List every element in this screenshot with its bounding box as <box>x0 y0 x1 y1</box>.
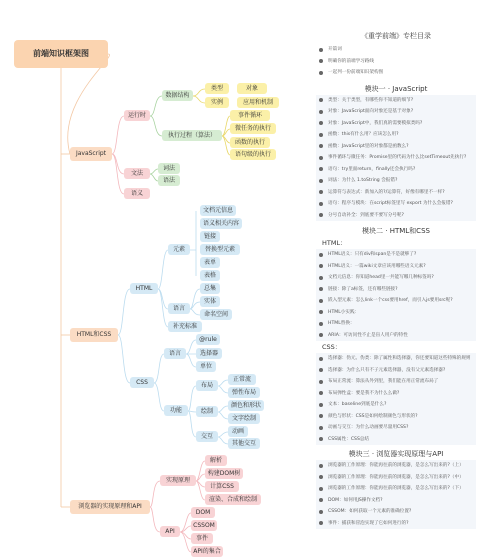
html-form-node[interactable]: 表单 <box>200 257 220 268</box>
toc-item-label: HTML小实践： <box>328 309 360 315</box>
js-datastruct-node[interactable]: 数据结构 <box>162 90 193 101</box>
root-node[interactable]: 前端知识框架图 <box>14 40 108 68</box>
js-microtask-node[interactable]: 微任务的执行 <box>230 123 276 134</box>
bullet-icon <box>319 380 323 384</box>
toc-item[interactable] <box>316 330 476 342</box>
css-feature-node[interactable]: 功能 <box>164 405 188 416</box>
toc-item-label: HTML语义：只有div和span是不是就够了? <box>328 252 417 257</box>
toc-item-label: 分号自动补全：到底要不要写分号呢? <box>328 212 404 218</box>
toc-item[interactable] <box>316 272 476 284</box>
toc-item-label: 浏览器的工作原理：你能再往前的浏览器，是怎么写出来的?（上） <box>328 463 464 468</box>
bullet-icon <box>319 498 323 502</box>
toc-item[interactable] <box>316 295 476 307</box>
bullet-icon <box>319 368 323 372</box>
toc-item-label: 文档元信息：你知道head里一共能写哪几种标签吗? <box>328 275 434 280</box>
bullet-icon <box>319 48 323 52</box>
toc-item-label: 语句：程序与模块：在script标签里写 export 为什么会报错? <box>328 201 453 206</box>
toc-item-label: 布局正常流：算法从外到里，我们能在用正常流布局了 <box>328 379 439 384</box>
js-runtime-node[interactable]: 运行时 <box>124 110 150 121</box>
toc-item[interactable] <box>316 318 476 330</box>
toc-intro-list <box>316 44 476 79</box>
browser-parse-node[interactable]: 解析 <box>205 455 227 466</box>
js-exec-node[interactable]: 执行过程（算法） <box>162 130 222 141</box>
bullet-icon <box>319 310 323 314</box>
toc-item[interactable] <box>316 210 476 222</box>
bullet-icon <box>319 475 323 479</box>
toc-item[interactable] <box>316 518 476 530</box>
toc-item-label: 选择器：为什么只有不子元素选择器，没有父元素选择器? <box>328 367 446 373</box>
toc-item-label: 语句：try里面return，finally还会执行吗? <box>328 166 416 172</box>
toc-item[interactable] <box>316 198 476 210</box>
toc-item[interactable] <box>316 95 476 107</box>
js-object-node[interactable]: 对象 <box>237 83 267 94</box>
bullet-icon <box>319 71 323 75</box>
css-interact-node[interactable]: 交互 <box>196 431 218 442</box>
toc-item-label: HTML替换： <box>328 321 355 326</box>
toc-item[interactable] <box>316 388 476 400</box>
js-lexical-node[interactable]: 词法 <box>158 163 180 174</box>
toc-item[interactable] <box>316 175 476 187</box>
js-app-mech-node[interactable]: 应用和机制 <box>237 97 279 108</box>
css-layout-node[interactable]: 布局 <box>196 380 218 391</box>
toc-item-label: 文本：baseline到底是什么? <box>328 402 387 407</box>
css-text-draw-node[interactable]: 文字绘制 <box>228 413 260 424</box>
toc-css-label: CSS： <box>322 343 342 351</box>
bullet-icon <box>319 144 323 148</box>
toc-item[interactable] <box>316 399 476 411</box>
css-animation-node[interactable]: 动画 <box>228 426 248 437</box>
bullet-icon <box>319 133 323 137</box>
toc-module2-title: 模块二 · HTML和CSS <box>362 227 430 235</box>
toc-panel <box>316 30 476 529</box>
toc-item-label: 函数：JavaScript里的对象都是函数么? <box>328 143 409 149</box>
branch-javascript[interactable]: JavaScript <box>70 147 112 161</box>
css-selector-node[interactable]: 选择器 <box>196 348 222 359</box>
browser-api-set-node[interactable]: API的集合 <box>191 546 223 557</box>
bullet-icon <box>319 110 323 114</box>
browser-render-node[interactable]: 渲染、合成和绘制 <box>205 494 261 505</box>
toc-item[interactable] <box>316 495 476 507</box>
bullet-icon <box>319 213 323 217</box>
bullet-icon <box>319 510 323 514</box>
toc-item-label: 颜色与形状：CSS是如何绘制颜色与形状的? <box>328 413 418 419</box>
toc-item[interactable] <box>316 472 476 484</box>
css-flex-node[interactable]: 弹性布局 <box>228 387 260 398</box>
bullet-icon <box>319 202 323 206</box>
browser-cssom-node[interactable]: CSSOM <box>191 520 217 531</box>
bullet-icon <box>319 391 323 395</box>
toc-item-label: 词法：为什么 1.toString 会报错? <box>328 178 398 183</box>
toc-item-label: 对象：JavaScript中，我们真的需要模拟类吗? <box>328 120 423 126</box>
js-statement-exec-node[interactable]: 语句级的执行 <box>230 149 276 160</box>
bullet-icon <box>319 253 323 257</box>
browser-api-node[interactable]: API <box>160 526 180 537</box>
bullet-icon <box>319 287 323 291</box>
toc-item[interactable] <box>316 506 476 518</box>
toc-item[interactable] <box>316 422 476 434</box>
toc-module3-list <box>316 460 476 529</box>
html-namespace-node[interactable]: 命名空间 <box>200 309 232 320</box>
css-draw-node[interactable]: 绘制 <box>196 406 218 417</box>
toc-item[interactable] <box>316 249 476 261</box>
toc-module3-title: 模块三 · 浏览器实现原理与API <box>348 450 444 458</box>
toc-item-label: 函数：this有什么用？应该怎么用? <box>328 132 399 137</box>
toc-item-label: CSS属性：CSS总结 <box>328 436 370 442</box>
toc-item-label: ARIA：可访问性不止是盲人用户的特性 <box>328 332 408 338</box>
toc-item-label: 对象：JavaScript面向对象还是基于对象? <box>328 109 414 114</box>
toc-item-label: 选择器：伪元、伪类：除了属性和选择器，你还要知道这些特殊的规则 <box>328 356 471 361</box>
toc-module1-title: 模块一 · JavaScript <box>364 84 428 93</box>
html-language-node[interactable]: 语言 <box>168 303 190 314</box>
js-instance-node[interactable]: 实例 <box>205 97 229 108</box>
toc-item[interactable] <box>316 56 476 68</box>
html-replaced-node[interactable]: 替换型元素 <box>200 244 240 255</box>
bullet-icon <box>319 403 323 407</box>
html-node[interactable]: HTML <box>130 283 158 294</box>
toc-item-label: 明确你的前端学习路线 <box>328 58 374 64</box>
branch-browser[interactable]: 浏览器的实现原理和API <box>70 500 150 514</box>
toc-item-label: 事件循环与微任务：Promise里的代码为什么比setTimeout先执行? <box>328 155 467 160</box>
toc-item-label: 浏览器的工作原理：你能再往前的浏览器，是怎么写出来的?（下） <box>328 486 464 491</box>
js-semantics-node[interactable]: 语义 <box>124 188 150 199</box>
bullet-icon <box>319 121 323 125</box>
js-event-loop-node[interactable]: 事件循环 <box>230 110 270 121</box>
toc-item-label: DOM：如何用JS操作文档? <box>328 497 383 503</box>
bullet-icon <box>319 264 323 268</box>
html-entity-node[interactable]: 实体 <box>200 296 220 307</box>
bullet-icon <box>319 414 323 418</box>
html-summary-node[interactable]: 总集 <box>200 283 220 294</box>
bullet-icon <box>319 190 323 194</box>
browser-event-node[interactable]: 事件 <box>191 533 213 544</box>
toc-item[interactable] <box>316 187 476 199</box>
toc-item[interactable] <box>316 376 476 388</box>
toc-item[interactable] <box>316 460 476 472</box>
toc-item-label: 运算符与表达式：新加入的?/运算符，好像有哪里不一样? <box>328 189 445 195</box>
bullet-icon <box>319 333 323 337</box>
toc-item-label: 浏览器的工作原理：你能再往前的浏览器，是怎么写出来的?（中） <box>328 474 464 480</box>
bullet-icon <box>319 98 323 102</box>
toc-item[interactable] <box>316 164 476 176</box>
html-doc-info-node[interactable]: 文档元信息 <box>200 205 236 216</box>
js-function-exec-node[interactable]: 函数的执行 <box>230 137 270 148</box>
toc-item-label: 事件：捕获和冒泡实现了它如何进行的? <box>328 520 409 526</box>
bullet-icon <box>319 167 323 171</box>
toc-item[interactable] <box>316 365 476 377</box>
bullet-icon <box>319 299 323 303</box>
browser-impl-node[interactable]: 实现原理 <box>160 475 196 486</box>
toc-item[interactable] <box>316 434 476 446</box>
toc-item[interactable] <box>316 67 476 79</box>
toc-item[interactable] <box>316 129 476 141</box>
toc-item-label: 链接：除了a标签，还有哪些链接? <box>328 286 398 292</box>
bullet-icon <box>319 322 323 326</box>
css-normal-flow-node[interactable]: 正常流 <box>228 374 256 385</box>
js-syntax-node[interactable]: 语法 <box>158 175 180 186</box>
browser-calc-css-node[interactable]: 计算CSS <box>205 481 239 492</box>
toc-title: 《重学前端》专栏目录 <box>361 32 431 40</box>
bullet-icon <box>319 521 323 525</box>
html-semantic-node[interactable]: 语义相关内容 <box>200 218 242 229</box>
bullet-icon <box>319 276 323 280</box>
toc-module1-list <box>316 95 476 222</box>
toc-item-label: 布局弹性盒：要是我不为什么么做? <box>328 390 400 396</box>
css-node[interactable]: CSS <box>130 377 154 388</box>
toc-item[interactable] <box>316 106 476 118</box>
toc-item-label: 类型：关于类型，有哪些你不知道的细节? <box>328 97 414 103</box>
toc-item[interactable] <box>316 261 476 273</box>
js-lit-node[interactable]: 文法 <box>124 168 150 179</box>
toc-item[interactable] <box>316 118 476 130</box>
toc-item[interactable] <box>316 152 476 164</box>
toc-item-label: 一起列一份前端知识架构图 <box>328 70 384 75</box>
bullet-icon <box>319 437 323 441</box>
toc-module2-css-list <box>316 353 476 445</box>
toc-item[interactable] <box>316 411 476 423</box>
toc-item[interactable] <box>316 284 476 296</box>
bullet-icon <box>319 156 323 160</box>
html-supplement-node[interactable]: 补充标准 <box>168 321 202 332</box>
toc-html-label: HTML： <box>322 239 347 247</box>
bullet-icon <box>319 179 323 183</box>
html-element-node[interactable]: 元素 <box>168 244 190 255</box>
css-at-rule-node[interactable]: @rule <box>196 334 220 345</box>
toc-item[interactable] <box>316 141 476 153</box>
bullet-icon <box>319 59 323 63</box>
toc-item-label: 动画与交互：为什么动画要尽量用CSS? <box>328 425 409 430</box>
toc-module2-html-list <box>316 249 476 341</box>
toc-item[interactable] <box>316 353 476 365</box>
html-table-node[interactable]: 表格 <box>200 270 220 281</box>
bullet-icon <box>319 487 323 491</box>
css-color-shape-node[interactable]: 颜色和形状 <box>228 400 264 411</box>
toc-item-label: 嵌入型元素：怎么link一个css要用href，而引入js要用src呢? <box>328 298 453 303</box>
browser-dom-tree-node[interactable]: 构建DOM树 <box>205 468 243 479</box>
toc-item-label: HTML语义：一篇wiki文章应该用哪些语义元素? <box>328 263 426 269</box>
css-unit-node[interactable]: 单位 <box>196 361 216 372</box>
html-link-node[interactable]: 链接 <box>200 231 220 242</box>
toc-item[interactable] <box>316 307 476 319</box>
bullet-icon <box>319 426 323 430</box>
bullet-icon <box>319 464 323 468</box>
toc-item-label: 开篇词 <box>328 47 342 52</box>
js-types-node[interactable]: 类型 <box>205 83 229 94</box>
browser-api-dom-node[interactable]: DOM <box>191 507 215 518</box>
bullet-icon <box>319 357 323 361</box>
toc-item-label: CSSOM：如何获取一个元素的准确位置? <box>328 509 412 514</box>
branch-html-css[interactable]: HTML和CSS <box>70 328 118 342</box>
toc-item[interactable] <box>316 44 476 56</box>
toc-item[interactable] <box>316 483 476 495</box>
css-language-node[interactable]: 语言 <box>164 348 186 359</box>
css-other-interact-node[interactable]: 其他交互 <box>228 438 260 449</box>
